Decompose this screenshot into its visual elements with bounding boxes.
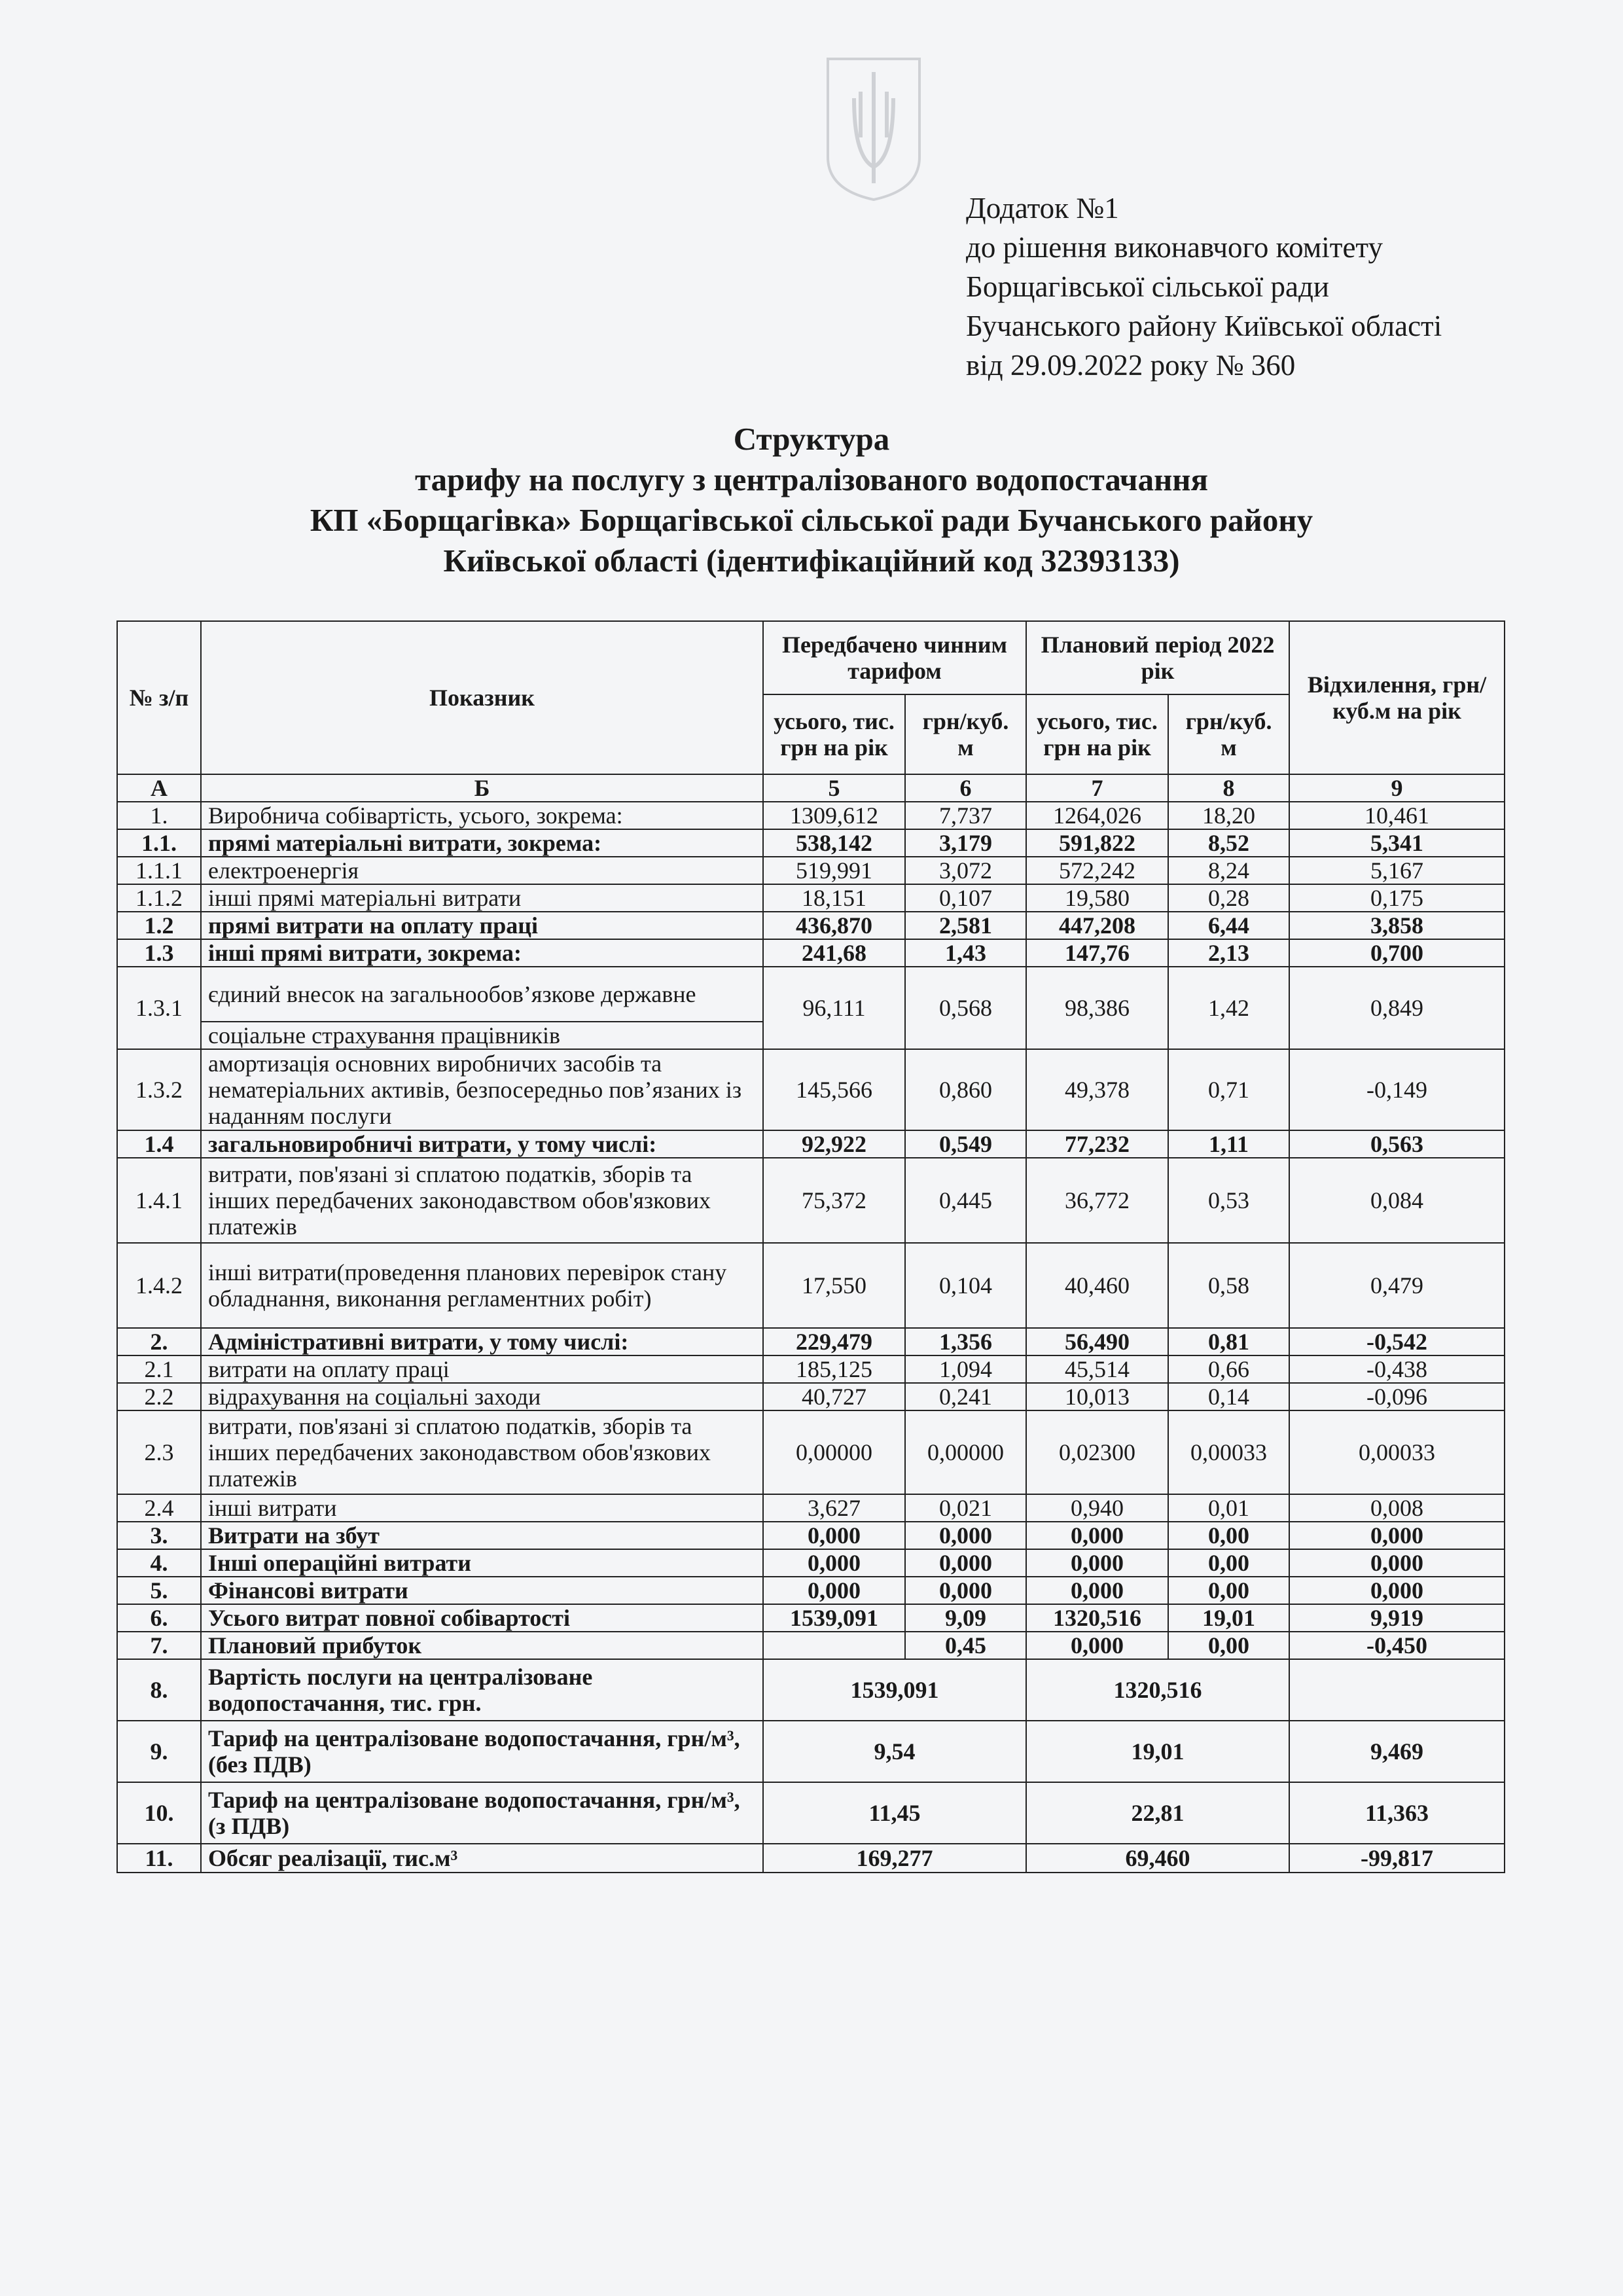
row-planned-merged: 22,81 bbox=[1026, 1782, 1289, 1844]
row-number: 8. bbox=[117, 1659, 201, 1721]
row-deviation: 0,000 bbox=[1289, 1549, 1505, 1577]
row-current-total: 0,000 bbox=[763, 1549, 905, 1577]
col-label: 8 bbox=[1168, 774, 1289, 802]
row-indicator: соціальне страхування працівників bbox=[201, 1022, 763, 1049]
row-planned-unit: 6,44 bbox=[1168, 912, 1289, 939]
document-title bbox=[118, 419, 1505, 581]
row-current-unit: 0,45 bbox=[905, 1632, 1026, 1659]
header-planned-unit: грн/куб. м bbox=[1168, 694, 1289, 774]
row-planned-unit: 0,00 bbox=[1168, 1632, 1289, 1659]
row-planned-total: 40,460 bbox=[1026, 1243, 1168, 1328]
row-current-unit: 0,000 bbox=[905, 1522, 1026, 1549]
row-number: 1.4 bbox=[117, 1130, 201, 1158]
row-current-merged: 9,54 bbox=[763, 1721, 1026, 1782]
row-planned-total: 447,208 bbox=[1026, 912, 1168, 939]
row-indicator: Вартість послуги на централізоване водопостачання, тис. грн. bbox=[201, 1659, 763, 1721]
row-planned-unit: 0,01 bbox=[1168, 1494, 1289, 1522]
row-indicator: єдиний внесок на загальнообов’язкове державне bbox=[201, 967, 763, 1022]
appendix-district: Бучанського району Київської області bbox=[966, 310, 1442, 342]
row-number: 6. bbox=[117, 1604, 201, 1632]
row-current-total: 3,627 bbox=[763, 1494, 905, 1522]
row-number: 11. bbox=[117, 1844, 201, 1873]
row-deviation: 0,008 bbox=[1289, 1494, 1505, 1522]
table-row bbox=[117, 1049, 1505, 1130]
table-row bbox=[117, 1522, 1505, 1549]
row-current-unit: 0,860 bbox=[905, 1049, 1026, 1130]
row-number: 1.2 bbox=[117, 912, 201, 939]
row-number: 2.1 bbox=[117, 1355, 201, 1383]
row-deviation: 0,700 bbox=[1289, 939, 1505, 967]
table-row bbox=[117, 967, 1505, 1022]
row-indicator: електроенергія bbox=[201, 857, 763, 884]
row-current-total: 538,142 bbox=[763, 829, 905, 857]
row-current-total: 17,550 bbox=[763, 1243, 905, 1328]
row-planned-unit: 19,01 bbox=[1168, 1604, 1289, 1632]
table-row bbox=[117, 802, 1505, 829]
title-line-1: Структура bbox=[733, 421, 890, 457]
header-planned-total: усього, тис. грн на рік bbox=[1026, 694, 1168, 774]
row-number: 2. bbox=[117, 1328, 201, 1355]
row-number: 1. bbox=[117, 802, 201, 829]
row-current-total bbox=[763, 1632, 905, 1659]
row-deviation: -99,817 bbox=[1289, 1844, 1505, 1873]
table-row bbox=[117, 1410, 1505, 1494]
row-number: 9. bbox=[117, 1721, 201, 1782]
row-planned-unit: 0,00 bbox=[1168, 1549, 1289, 1577]
table-row bbox=[117, 1355, 1505, 1383]
row-current-total: 0,000 bbox=[763, 1522, 905, 1549]
tariff-structure-table bbox=[116, 620, 1505, 1873]
row-planned-unit: 1,11 bbox=[1168, 1130, 1289, 1158]
row-number: 1.3.1 bbox=[117, 967, 201, 1049]
appendix-council: Борщагівської сільської ради bbox=[966, 270, 1329, 303]
row-planned-unit: 0,00033 bbox=[1168, 1410, 1289, 1494]
table-row bbox=[117, 1659, 1505, 1721]
row-planned-unit: 0,14 bbox=[1168, 1383, 1289, 1410]
table-row bbox=[117, 939, 1505, 967]
row-planned-unit: 0,53 bbox=[1168, 1158, 1289, 1243]
title-line-3: КП «Борщагівка» Борщагівської сільської ради Бучанського району bbox=[310, 502, 1313, 538]
row-deviation: -0,149 bbox=[1289, 1049, 1505, 1130]
row-deviation: 0,175 bbox=[1289, 884, 1505, 912]
row-planned-merged: 1320,516 bbox=[1026, 1659, 1289, 1721]
table-row bbox=[117, 1604, 1505, 1632]
row-planned-unit: 0,28 bbox=[1168, 884, 1289, 912]
row-current-total: 92,922 bbox=[763, 1130, 905, 1158]
row-current-unit: 0,445 bbox=[905, 1158, 1026, 1243]
col-label: 7 bbox=[1026, 774, 1168, 802]
row-current-unit: 0,549 bbox=[905, 1130, 1026, 1158]
coat-of-arms-icon bbox=[821, 52, 926, 203]
row-planned-total: 591,822 bbox=[1026, 829, 1168, 857]
row-number: 2.2 bbox=[117, 1383, 201, 1410]
col-label: А bbox=[117, 774, 201, 802]
row-deviation: 0,479 bbox=[1289, 1243, 1505, 1328]
row-deviation: 0,563 bbox=[1289, 1130, 1505, 1158]
row-current-total: 96,111 bbox=[763, 967, 905, 1049]
row-current-unit: 3,072 bbox=[905, 857, 1026, 884]
row-deviation: 10,461 bbox=[1289, 802, 1505, 829]
table-row bbox=[117, 1383, 1505, 1410]
row-planned-total: 1264,026 bbox=[1026, 802, 1168, 829]
row-indicator: амортизація основних виробничих засобів та нематеріальних активів, безпосередньо пов’язаних із наданням послуги bbox=[201, 1049, 763, 1130]
row-current-total: 229,479 bbox=[763, 1328, 905, 1355]
row-current-unit: 0,104 bbox=[905, 1243, 1026, 1328]
row-indicator: Виробнича собівартість, усього, зокрема: bbox=[201, 802, 763, 829]
row-current-total: 0,00000 bbox=[763, 1410, 905, 1494]
row-deviation: -0,096 bbox=[1289, 1383, 1505, 1410]
row-current-unit: 1,43 bbox=[905, 939, 1026, 967]
row-current-unit: 0,241 bbox=[905, 1383, 1026, 1410]
table-row bbox=[117, 884, 1505, 912]
row-indicator: Фінансові витрати bbox=[201, 1577, 763, 1604]
table-row bbox=[117, 1328, 1505, 1355]
row-deviation: 11,363 bbox=[1289, 1782, 1505, 1844]
row-number: 2.3 bbox=[117, 1410, 201, 1494]
table-row bbox=[117, 1782, 1505, 1844]
row-current-total: 40,727 bbox=[763, 1383, 905, 1410]
row-indicator: Тариф на централізоване водопостачання, грн/м³, (з ПДВ) bbox=[201, 1782, 763, 1844]
col-label: 9 bbox=[1289, 774, 1505, 802]
row-current-unit: 0,000 bbox=[905, 1549, 1026, 1577]
row-planned-unit: 0,00 bbox=[1168, 1577, 1289, 1604]
row-indicator: витрати на оплату праці bbox=[201, 1355, 763, 1383]
table-row bbox=[117, 1243, 1505, 1328]
table-row bbox=[117, 829, 1505, 857]
row-indicator: інші витрати bbox=[201, 1494, 763, 1522]
row-planned-unit: 8,52 bbox=[1168, 829, 1289, 857]
col-label: 5 bbox=[763, 774, 905, 802]
row-planned-total: 0,940 bbox=[1026, 1494, 1168, 1522]
row-number: 10. bbox=[117, 1782, 201, 1844]
row-deviation: -0,542 bbox=[1289, 1328, 1505, 1355]
row-indicator: витрати, пов'язані зі сплатою податків, зборів та інших передбачених законодавством обов'язкових платежів bbox=[201, 1158, 763, 1243]
header-current: Передбачено чинним тарифом bbox=[763, 621, 1026, 694]
row-number: 5. bbox=[117, 1577, 201, 1604]
row-current-unit: 0,107 bbox=[905, 884, 1026, 912]
row-deviation: 0,00033 bbox=[1289, 1410, 1505, 1494]
row-current-total: 241,68 bbox=[763, 939, 905, 967]
row-deviation: 0,084 bbox=[1289, 1158, 1505, 1243]
header-current-unit: грн/куб. м bbox=[905, 694, 1026, 774]
row-number: 1.3 bbox=[117, 939, 201, 967]
row-current-unit: 9,09 bbox=[905, 1604, 1026, 1632]
row-deviation: 0,849 bbox=[1289, 967, 1505, 1049]
row-current-total: 75,372 bbox=[763, 1158, 905, 1243]
row-current-unit: 3,179 bbox=[905, 829, 1026, 857]
row-current-unit: 1,356 bbox=[905, 1328, 1026, 1355]
row-deviation: -0,438 bbox=[1289, 1355, 1505, 1383]
appendix-block bbox=[966, 188, 1442, 385]
appendix-number: Додаток №1 bbox=[966, 192, 1119, 224]
header-deviation: Відхилення, грн/куб.м на рік bbox=[1289, 621, 1505, 774]
table-row bbox=[117, 1158, 1505, 1243]
row-current-total: 436,870 bbox=[763, 912, 905, 939]
row-planned-total: 45,514 bbox=[1026, 1355, 1168, 1383]
row-planned-unit: 2,13 bbox=[1168, 939, 1289, 967]
row-current-unit: 0,00000 bbox=[905, 1410, 1026, 1494]
row-current-unit: 0,021 bbox=[905, 1494, 1026, 1522]
row-number: 4. bbox=[117, 1549, 201, 1577]
row-planned-total: 147,76 bbox=[1026, 939, 1168, 967]
table-row bbox=[117, 1494, 1505, 1522]
table-row bbox=[117, 1844, 1505, 1873]
row-deviation: 0,000 bbox=[1289, 1577, 1505, 1604]
title-line-4: Київської області (ідентифікаційний код 32393133) bbox=[443, 543, 1180, 579]
table-row bbox=[117, 1577, 1505, 1604]
row-current-total: 18,151 bbox=[763, 884, 905, 912]
table-row bbox=[117, 912, 1505, 939]
row-indicator: Плановий прибуток bbox=[201, 1632, 763, 1659]
row-planned-total: 1320,516 bbox=[1026, 1604, 1168, 1632]
row-number: 1.4.2 bbox=[117, 1243, 201, 1328]
appendix-date: від 29.09.2022 року № 360 bbox=[966, 349, 1296, 382]
row-current-merged: 1539,091 bbox=[763, 1659, 1026, 1721]
row-planned-total: 0,000 bbox=[1026, 1577, 1168, 1604]
row-deviation: -0,450 bbox=[1289, 1632, 1505, 1659]
row-deviation: 3,858 bbox=[1289, 912, 1505, 939]
row-indicator: витрати, пов'язані зі сплатою податків, зборів та інших передбачених законодавством обов'язкових платежів bbox=[201, 1410, 763, 1494]
row-planned-unit: 0,71 bbox=[1168, 1049, 1289, 1130]
row-deviation: 9,469 bbox=[1289, 1721, 1505, 1782]
row-planned-total: 56,490 bbox=[1026, 1328, 1168, 1355]
row-deviation: 5,167 bbox=[1289, 857, 1505, 884]
row-current-total: 185,125 bbox=[763, 1355, 905, 1383]
row-current-total: 145,566 bbox=[763, 1049, 905, 1130]
row-number: 2.4 bbox=[117, 1494, 201, 1522]
row-current-merged: 11,45 bbox=[763, 1782, 1026, 1844]
appendix-decision: до рішення виконавчого комітету bbox=[966, 231, 1383, 264]
row-deviation: 9,919 bbox=[1289, 1604, 1505, 1632]
row-current-unit: 0,000 bbox=[905, 1577, 1026, 1604]
row-planned-unit: 0,00 bbox=[1168, 1522, 1289, 1549]
row-indicator: Витрати на збут bbox=[201, 1522, 763, 1549]
row-planned-total: 77,232 bbox=[1026, 1130, 1168, 1158]
title-line-2: тарифу на послугу з централізованого водопостачання bbox=[414, 461, 1209, 497]
row-planned-unit: 1,42 bbox=[1168, 967, 1289, 1049]
row-number: 7. bbox=[117, 1632, 201, 1659]
row-deviation: 0,000 bbox=[1289, 1522, 1505, 1549]
row-planned-total: 49,378 bbox=[1026, 1049, 1168, 1130]
table-row bbox=[117, 1721, 1505, 1782]
row-current-unit: 0,568 bbox=[905, 967, 1026, 1049]
row-planned-unit: 18,20 bbox=[1168, 802, 1289, 829]
row-number: 1.1.1 bbox=[117, 857, 201, 884]
row-current-total: 0,000 bbox=[763, 1577, 905, 1604]
table-row bbox=[117, 1632, 1505, 1659]
row-indicator: прямі матеріальні витрати, зокрема: bbox=[201, 829, 763, 857]
row-indicator: прямі витрати на оплату праці bbox=[201, 912, 763, 939]
row-planned-total: 0,02300 bbox=[1026, 1410, 1168, 1494]
row-deviation: 5,341 bbox=[1289, 829, 1505, 857]
row-indicator: загальновиробничі витрати, у тому числі: bbox=[201, 1130, 763, 1158]
row-planned-merged: 69,460 bbox=[1026, 1844, 1289, 1873]
row-indicator: інші прямі витрати, зокрема: bbox=[201, 939, 763, 967]
row-number: 1.4.1 bbox=[117, 1158, 201, 1243]
row-deviation bbox=[1289, 1659, 1505, 1721]
col-label: Б bbox=[201, 774, 763, 802]
row-planned-total: 0,000 bbox=[1026, 1549, 1168, 1577]
row-current-merged: 169,277 bbox=[763, 1844, 1026, 1873]
row-indicator: Тариф на централізоване водопостачання, грн/м³, (без ПДВ) bbox=[201, 1721, 763, 1782]
row-indicator: інші прямі матеріальні витрати bbox=[201, 884, 763, 912]
header-num: № з/п bbox=[117, 621, 201, 774]
row-indicator: Інші операційні витрати bbox=[201, 1549, 763, 1577]
row-indicator: Адміністративні витрати, у тому числі: bbox=[201, 1328, 763, 1355]
header-planned: Плановий період 2022 рік bbox=[1026, 621, 1289, 694]
header-indicator: Показник bbox=[201, 621, 763, 774]
row-current-total: 1309,612 bbox=[763, 802, 905, 829]
row-current-total: 519,991 bbox=[763, 857, 905, 884]
row-planned-total: 19,580 bbox=[1026, 884, 1168, 912]
row-number: 1.3.2 bbox=[117, 1049, 201, 1130]
row-planned-unit: 8,24 bbox=[1168, 857, 1289, 884]
row-planned-total: 98,386 bbox=[1026, 967, 1168, 1049]
row-planned-unit: 0,81 bbox=[1168, 1328, 1289, 1355]
row-current-unit: 1,094 bbox=[905, 1355, 1026, 1383]
table-row bbox=[117, 1130, 1505, 1158]
row-number: 3. bbox=[117, 1522, 201, 1549]
row-current-total: 1539,091 bbox=[763, 1604, 905, 1632]
row-number: 1.1. bbox=[117, 829, 201, 857]
row-indicator: відрахування на соціальні заходи bbox=[201, 1383, 763, 1410]
row-planned-total: 0,000 bbox=[1026, 1632, 1168, 1659]
header-current-total: усього, тис. грн на рік bbox=[763, 694, 905, 774]
col-label: 6 bbox=[905, 774, 1026, 802]
row-current-unit: 2,581 bbox=[905, 912, 1026, 939]
row-indicator: інші витрати(проведення планових перевірок стану обладнання, виконання регламентних робіт) bbox=[201, 1243, 763, 1328]
table-row bbox=[117, 857, 1505, 884]
row-planned-total: 572,242 bbox=[1026, 857, 1168, 884]
row-planned-total: 10,013 bbox=[1026, 1383, 1168, 1410]
row-number: 1.1.2 bbox=[117, 884, 201, 912]
row-indicator: Обсяг реалізації, тис.м³ bbox=[201, 1844, 763, 1873]
row-planned-total: 36,772 bbox=[1026, 1158, 1168, 1243]
row-planned-unit: 0,58 bbox=[1168, 1243, 1289, 1328]
row-planned-total: 0,000 bbox=[1026, 1522, 1168, 1549]
row-planned-unit: 0,66 bbox=[1168, 1355, 1289, 1383]
table-row bbox=[117, 1549, 1505, 1577]
row-indicator: Усього витрат повної собівартості bbox=[201, 1604, 763, 1632]
row-planned-merged: 19,01 bbox=[1026, 1721, 1289, 1782]
row-current-unit: 7,737 bbox=[905, 802, 1026, 829]
